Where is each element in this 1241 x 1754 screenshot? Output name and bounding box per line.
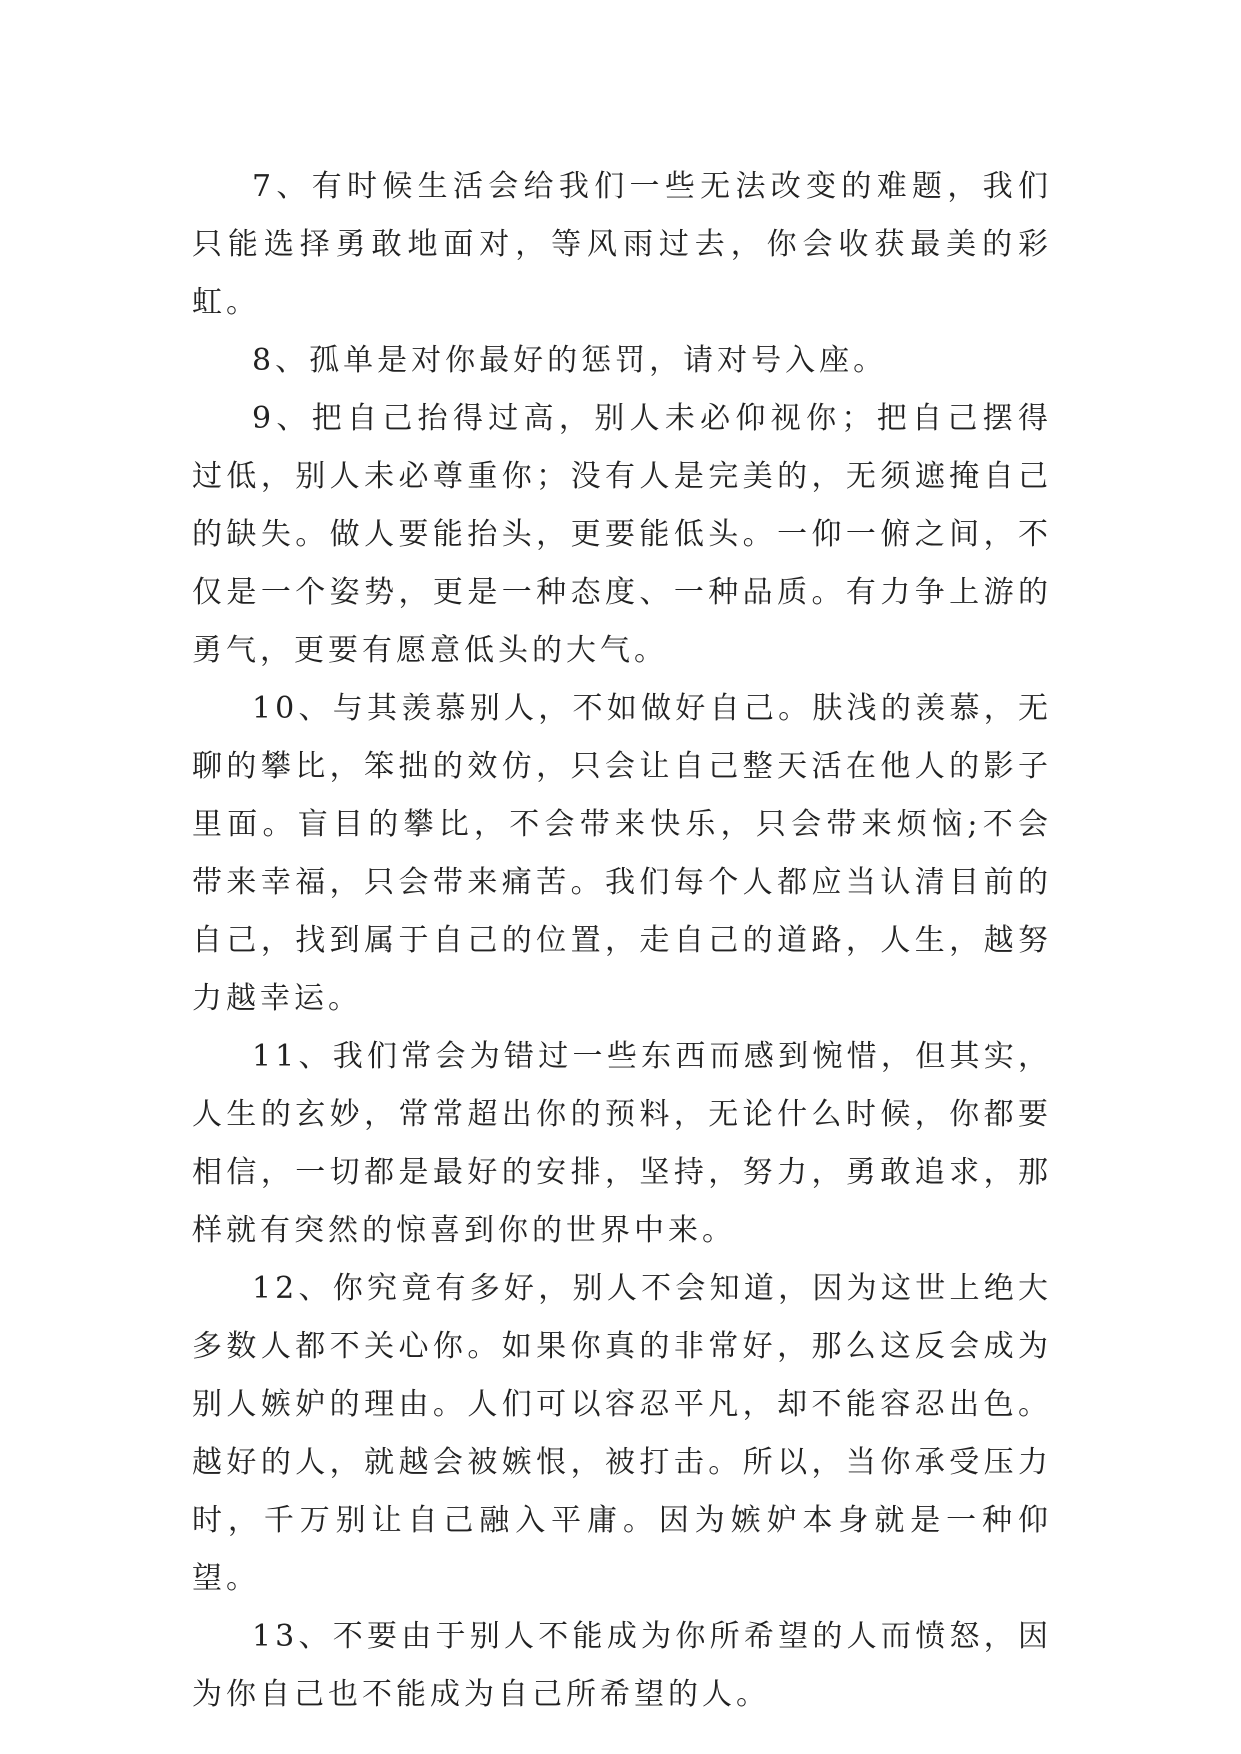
document-body <box>192 158 1052 1724</box>
paragraph-13: 13、不要由于别人不能成为你所希望的人而愤怒，因为你自己也不能成为自己所希望的人。 <box>192 1619 1052 1712</box>
paragraph-12: 12、你究竟有多好，别人不会知道，因为这世上绝大多数人都不关心你。如果你真的非常好，那么这反会成为别人嫉妒的理由。人们可以容忍平凡，却不能容忍出色。越好的人，就越会被嫉恨，被打击。所以，当你承受压力时，千万别让自己融入平庸。因为嫉妒本身就是一种仰望。 <box>192 1271 1052 1596</box>
paragraph-10: 10、与其羡慕别人，不如做好自己。肤浅的羡慕，无聊的攀比，笨拙的效仿，只会让自己整天活在他人的影子里面。盲目的攀比，不会带来快乐，只会带来烦恼;不会带来幸福，只会带来痛苦。我们每个人都应当认清目前的自己，找到属于自己的位置，走自己的道路，人生，越努力越幸运。 <box>192 691 1052 1016</box>
paragraph-9: 9、把自己抬得过高，别人未必仰视你；把自己摆得过低，别人未必尊重你；没有人是完美的，无须遮掩自己的缺失。做人要能抬头，更要能低头。一仰一俯之间，不仅是一个姿势，更是一种态度、一种品质。有力争上游的勇气，更要有愿意低头的大气。 <box>192 401 1052 668</box>
paragraph-8: 8、孤单是对你最好的惩罚，请对号入座。 <box>252 343 888 378</box>
paragraph-11: 11、我们常会为错过一些东西而感到惋惜，但其实，人生的玄妙，常常超出你的预料，无论什么时候，你都要相信，一切都是最好的安排，坚持，努力，勇敢追求，那样就有突然的惊喜到你的世界中来。 <box>192 1039 1052 1248</box>
paragraph-7: 7、有时候生活会给我们一些无法改变的难题，我们只能选择勇敢地面对，等风雨过去，你会收获最美的彩虹。 <box>192 169 1052 320</box>
